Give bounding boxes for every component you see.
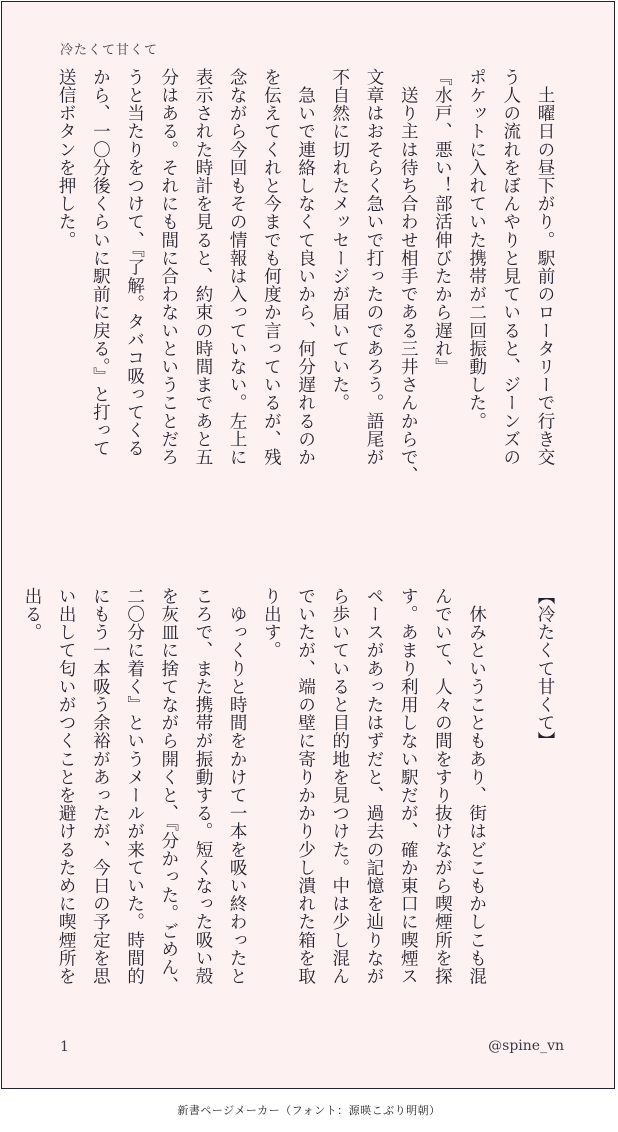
author-handle: @spine_vn [488,1038,564,1054]
body-text-bottom-block: 【冷たくて甘くて】 休みということもあり、街はどこもかしこも混 んでいて、人々の間をすり抜けながら喫煙所を探 す。あまり利用しない駅だが、確か東口に喫煙ス ペースがあったはずだと、過去の記憶を辿りなが ら歩いていると目的地を見つけた。中は少し混ん でいたが、端の壁に寄りかかり少し潰れた箱を取 り出す。 ゆっくりと時間をかけて一本を吸い終わったと ころで、また携帯が振動する。短くなった吸い殻 を灰皿に捨てながら開くと、『分かった。ごめん、 二〇分に着く』というメールが来ていた。時間的 にもう一本吸う余裕があったが、今日の予定を思 い出して匂いがつくことを避けるために喫煙所を 出る。 [21,587,555,995]
running-title: 冷たくて甘くて [60,43,159,58]
page-number: 1 [60,1039,69,1055]
book-page [1,1,615,1089]
body-text-top-block: 土曜日の昼下がり。駅前のロータリーで行き交 う人の流れをぼんやりと見ていると、ジーンズの ポケットに入れていた携帯が二回振動した。 『水戸、悪い！部活伸びたから遅れ』 送り主は待ち合わせ相手である三井さんからで、 文章はおそらく急いで打ったのであろう。語尾が 不自然に切れたメッセージが届いていた。 急いで連絡しなくて良いから、何分遅れるのか を伝えてくれと今までも何度か言っているが、残 念ながら今回もその情報は入っていない。左上に 表示された時計を見ると、約束の時間まであと五 分はある。それにも間に合わないということだろ うと当たりをつけて、『了解。タバコ吸ってくる から、一〇分後くらいに駅前に戻る。』と打って 送信ボタンを押した。 [56,68,555,485]
generator-credit: 新書ページメーカー（フォント：源暎こぶり明朝） [177,1104,441,1117]
